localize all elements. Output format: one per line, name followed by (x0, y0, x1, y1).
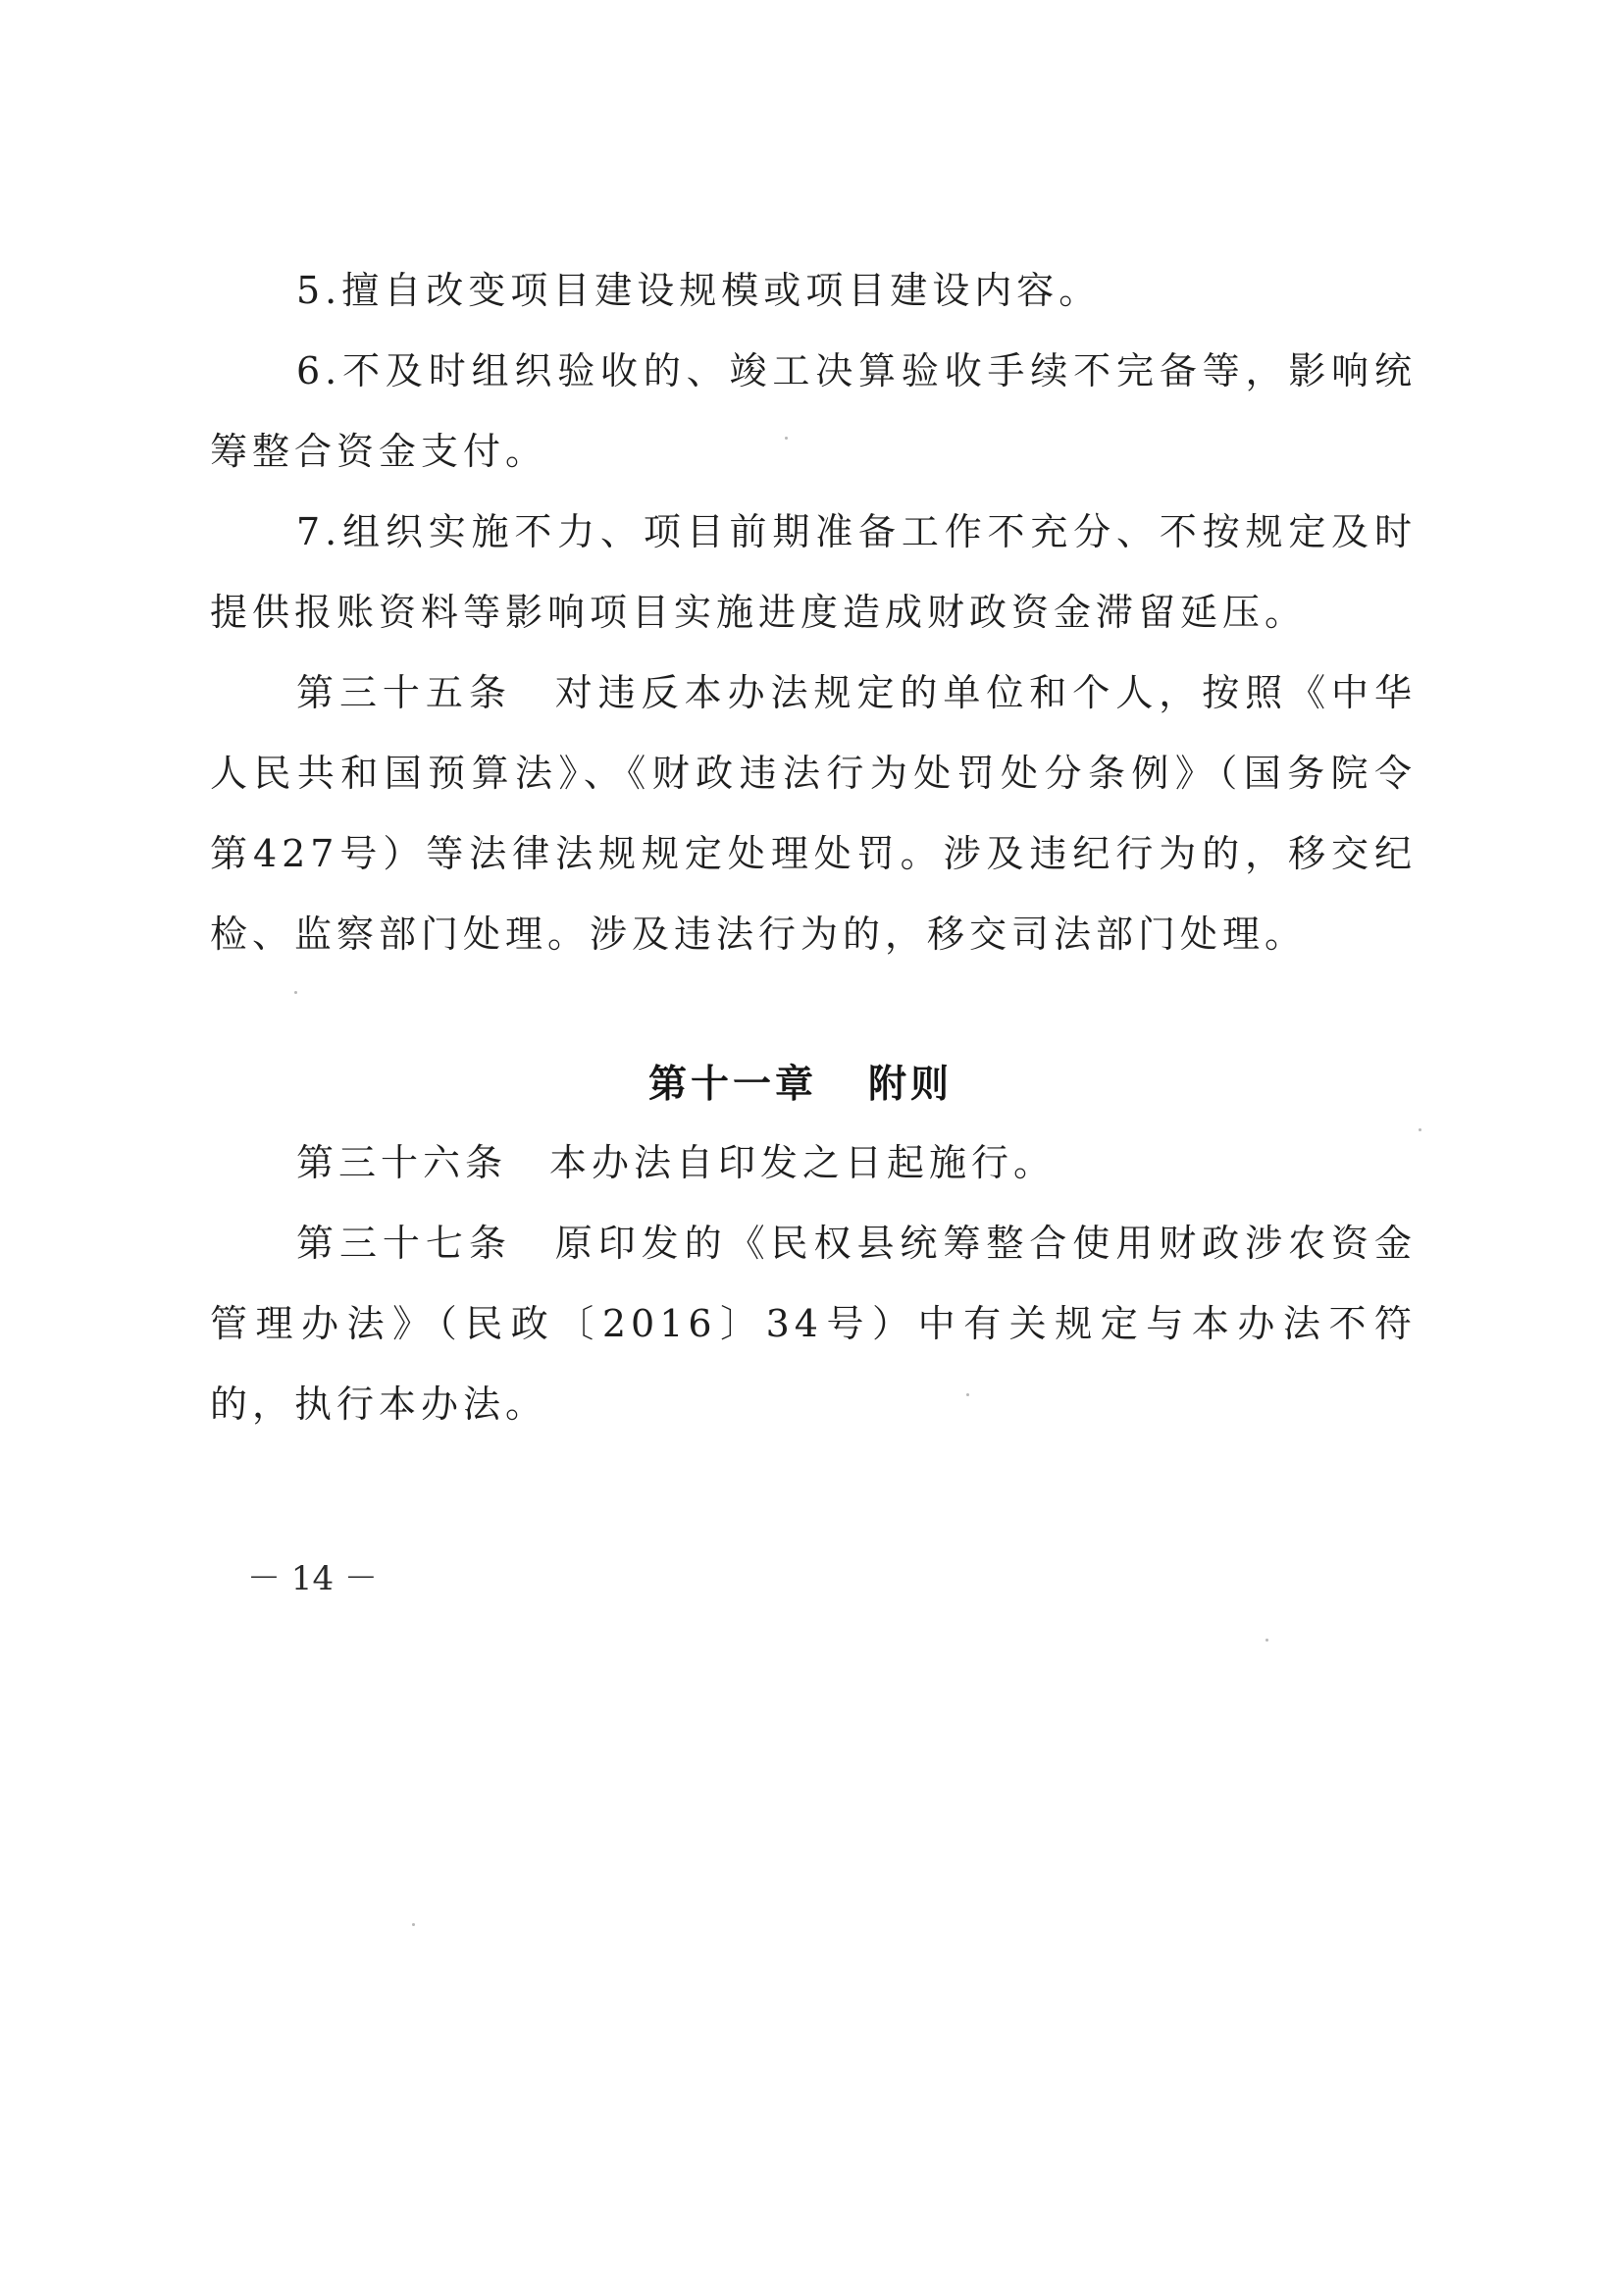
body-text-before-heading (210, 250, 1417, 974)
paragraph-article-35: 第三十五条 对违反本办法规定的单位和个人，按照《中华人民共和国预算法》、《财政违法行为处罚处分条例》（国务院令第427号）等法律法规规定处理处罚。涉及违纪行为的，移交纪检、监察部门处理。涉及违法行为的，移交司法部门处理。 (210, 671, 1417, 956)
body-text-after-heading (210, 1122, 1417, 1444)
scan-speck (785, 437, 788, 440)
page-number: － 14 － (247, 1559, 378, 1598)
scan-speck (966, 1393, 969, 1396)
paragraph-item-6: 6.不及时组织验收的、竣工决算验收手续不完备等，影响统筹整合资金支付。 (210, 349, 1417, 473)
paragraph-article-36: 第三十六条 本办法自印发之日起施行。 (296, 1141, 1057, 1184)
paragraph-item-5: 5.擅自改变项目建设规模或项目建设内容。 (296, 269, 1102, 312)
paragraph-article-37: 第三十七条 原印发的《民权县统筹整合使用财政涉农资金管理办法》（民政〔2016〕34号）中有关规定与本办法不符的，执行本办法。 (210, 1222, 1417, 1426)
chapter-heading (0, 1056, 1601, 1115)
scan-speck (294, 991, 297, 994)
scan-speck (412, 1923, 415, 1926)
scan-speck (1419, 1128, 1421, 1131)
chapter-number: 第十一章 (647, 1063, 817, 1107)
scan-speck (1265, 1639, 1268, 1642)
paragraph-item-7: 7.组织实施不力、项目前期准备工作不充分、不按规定及时提供报账资料等影响项目实施进度造成财政资金滞留延压。 (210, 510, 1417, 634)
chapter-title: 附则 (868, 1063, 954, 1107)
